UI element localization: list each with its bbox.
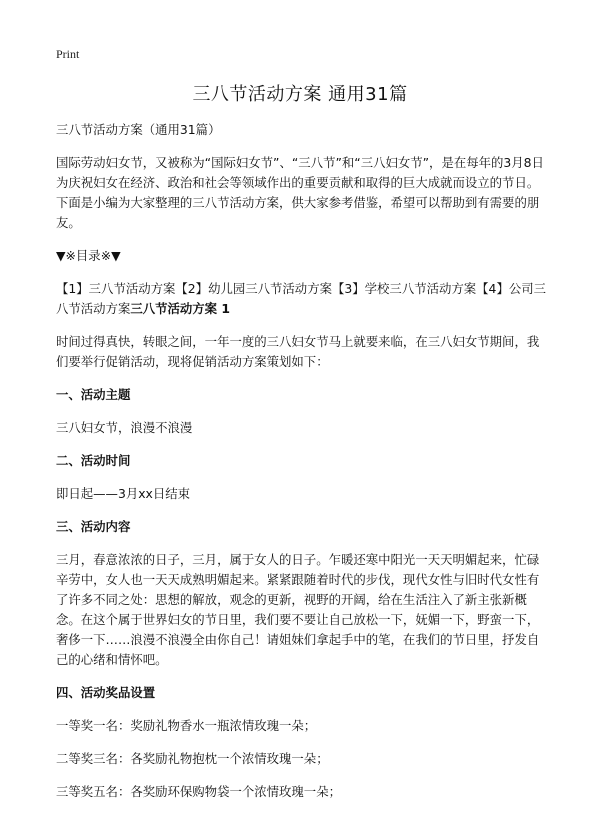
- toc-link-3[interactable]: 【3】学校三八节活动方案: [331, 281, 477, 296]
- section-heading-content: 三、活动内容: [56, 519, 131, 534]
- prize-item-second: 二等奖三名：各奖励礼物抱枕一个浓情玫瑰一朵；: [56, 751, 329, 766]
- section-text-theme: 三八妇女节，浪漫不浪漫: [56, 420, 193, 435]
- table-of-contents: [56, 279, 548, 319]
- section-heading-theme: 一、活动主题: [56, 387, 131, 402]
- prize-item-first: 一等奖一名：奖励礼物香水一瓶浓情玫瑰一朵；: [56, 718, 317, 733]
- section-heading-1: 三八节活动方案 1: [130, 301, 231, 316]
- section-text-time: 即日起——3月xx日结束: [56, 486, 191, 501]
- section-heading-time: 二、活动时间: [56, 453, 131, 468]
- section-text-content: 三月，春意浓浓的日子，三月，属于女人的日子。乍暖还寒中阳光一天天明媚起来，忙碌辛劳中，女人也一天天成熟明媚起来。紧紧跟随着时代的步伐，现代女性与旧时代女性有了许多不同之处：思想的解放，观念的更新，视野的开阔，给在生活注入了新主张新概念。在这个属于世界妇女的节日里，我们要不要让自己放松一下，妩媚一下，野蛮一下，奢侈一下……浪漫不浪漫全由你自己！请姐妹们拿起手中的笔，在我们的节日里，抒发自己的心绪和情怀吧。: [56, 552, 540, 667]
- toc-link-1[interactable]: 【1】三八节活动方案: [56, 281, 176, 296]
- toc-header: ▼※目录※▼: [56, 248, 121, 263]
- body-intro-paragraph: 时间过得真快，转眼之间，一年一度的三八妇女节马上就要来临，在三八妇女节期间，我们要举行促销活动，现将促销活动方案策划如下：: [56, 334, 540, 369]
- page-title: 三八节活动方案 通用31篇: [192, 84, 408, 105]
- intro-paragraph: 国际劳动妇女节，又被称为“国际妇女节”、“三八节”和“三八妇女节”，是在每年的3月8日为庆祝妇女在经济、政治和社会等领域作出的重要贡献和取得的巨大成就而设立的节日。下面是小编为大家整理的三八节活动方案，供大家参考借鉴，希望可以帮助到有需要的朋友。: [56, 155, 544, 230]
- subtitle: 三八节活动方案（通用31篇）: [56, 122, 221, 137]
- print-link[interactable]: Print: [56, 47, 80, 61]
- article-body: [56, 120, 548, 815]
- section-heading-prizes: 四、活动奖品设置: [56, 685, 156, 700]
- prize-item-third: 三等奖五名：各奖励环保购物袋一个浓情玫瑰一朵；: [56, 784, 341, 799]
- toc-link-2[interactable]: 【2】幼儿园三八节活动方案: [175, 281, 332, 296]
- toc-link-4[interactable]: 【4】公司三八节活动方案: [56, 281, 547, 316]
